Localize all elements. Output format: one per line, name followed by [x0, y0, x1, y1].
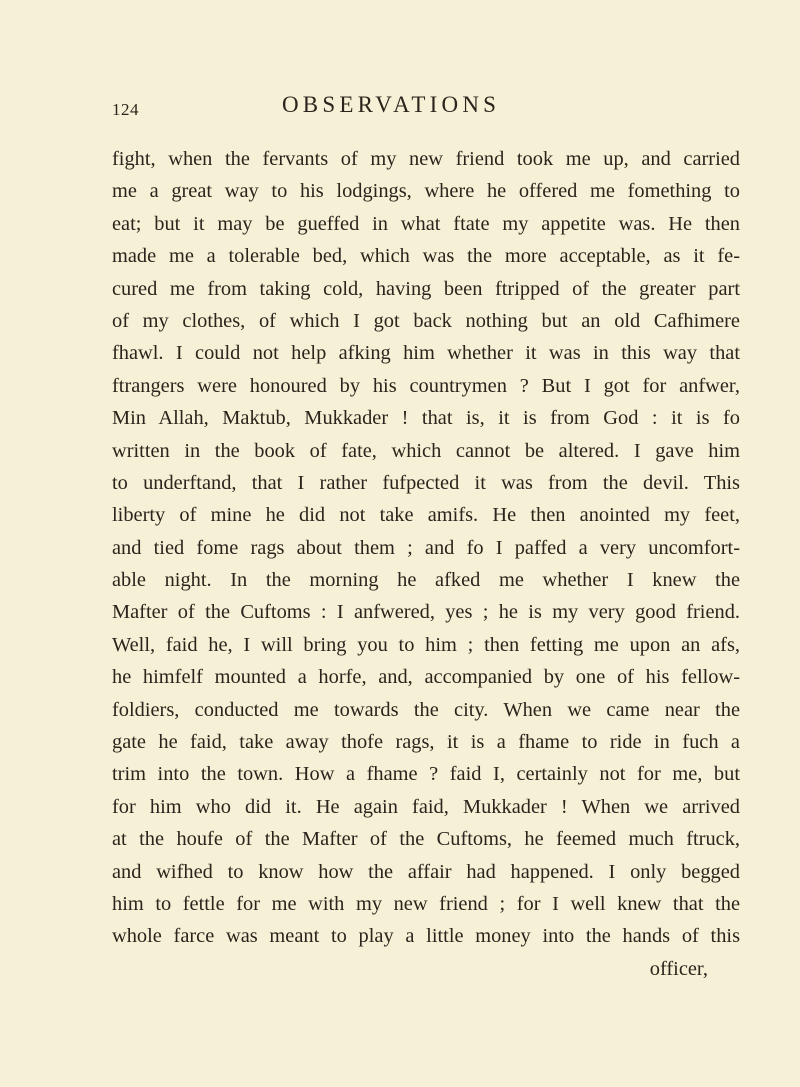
text-line: Well, faid he, I will bring you to him ; then fetting me upon an afs,: [112, 633, 740, 656]
text-line: me a great way to his lodgings, where he offered me fomething to: [112, 180, 740, 203]
text-line: and wifhed to know how the affair had happened. I only begged: [112, 860, 740, 883]
text-line: fight, when the fervants of my new friend took me up, and carried: [112, 148, 740, 170]
text-line: trim into the town. How a fhame ? faid I, certainly not for me, but: [112, 763, 740, 786]
page-number: 124: [112, 100, 139, 119]
body-text: [112, 143, 740, 985]
text-line: eat; but it may be gueffed in what ftate my appetite was. He then: [112, 212, 740, 235]
text-line: whole farce was meant to play a little money into the hands of this: [112, 925, 740, 948]
text-line: and tied fome rags about them ; and fo I paffed a very uncomfort-: [112, 536, 740, 559]
text-line: him to fettle for me with my new friend ; for I well knew that the: [112, 892, 740, 915]
text-line: able night. In the morning he afked me whether I knew the: [112, 569, 740, 592]
text-line: to underftand, that I rather fufpected it was from the devil. This: [112, 471, 740, 494]
text-line: for him who did it. He again faid, Mukkader ! When we arrived: [112, 795, 740, 818]
text-line: fhawl. I could not help afking him whether it was in this way that: [112, 342, 740, 365]
text-line: written in the book of fate, which cannot be altered. I gave him: [112, 439, 740, 462]
text-line: gate he faid, take away thofe rags, it is a fhame to ride in fuch a: [112, 731, 740, 754]
text-line: cured me from taking cold, having been ftripped of the greater part: [112, 277, 740, 300]
catchword: officer,: [649, 957, 708, 980]
text-line: liberty of mine he did not take amifs. He then anointed my feet,: [112, 504, 740, 527]
text-line: of my clothes, of which I got back nothing but an old Cafhimere: [112, 309, 740, 332]
text-line: foldiers, conducted me towards the city. When we came near the: [112, 698, 740, 721]
text-line: ftrangers were honoured by his countrymen ? But I got for anfwer,: [112, 374, 740, 397]
text-line: he himfelf mounted a horfe, and, accompanied by one of his fellow-: [112, 666, 740, 689]
running-head: OBSERVATIONS: [282, 92, 501, 117]
text-line: Mafter of the Cuftoms : I anfwered, yes ; he is my very good friend.: [112, 601, 740, 624]
text-line: at the houfe of the Mafter of the Cuftoms, he feemed much ftruck,: [112, 828, 740, 851]
text-line: Min Allah, Maktub, Mukkader ! that is, it is from God : it is fo: [112, 407, 740, 430]
text-line: made me a tolerable bed, which was the more acceptable, as it fe-: [112, 245, 740, 268]
